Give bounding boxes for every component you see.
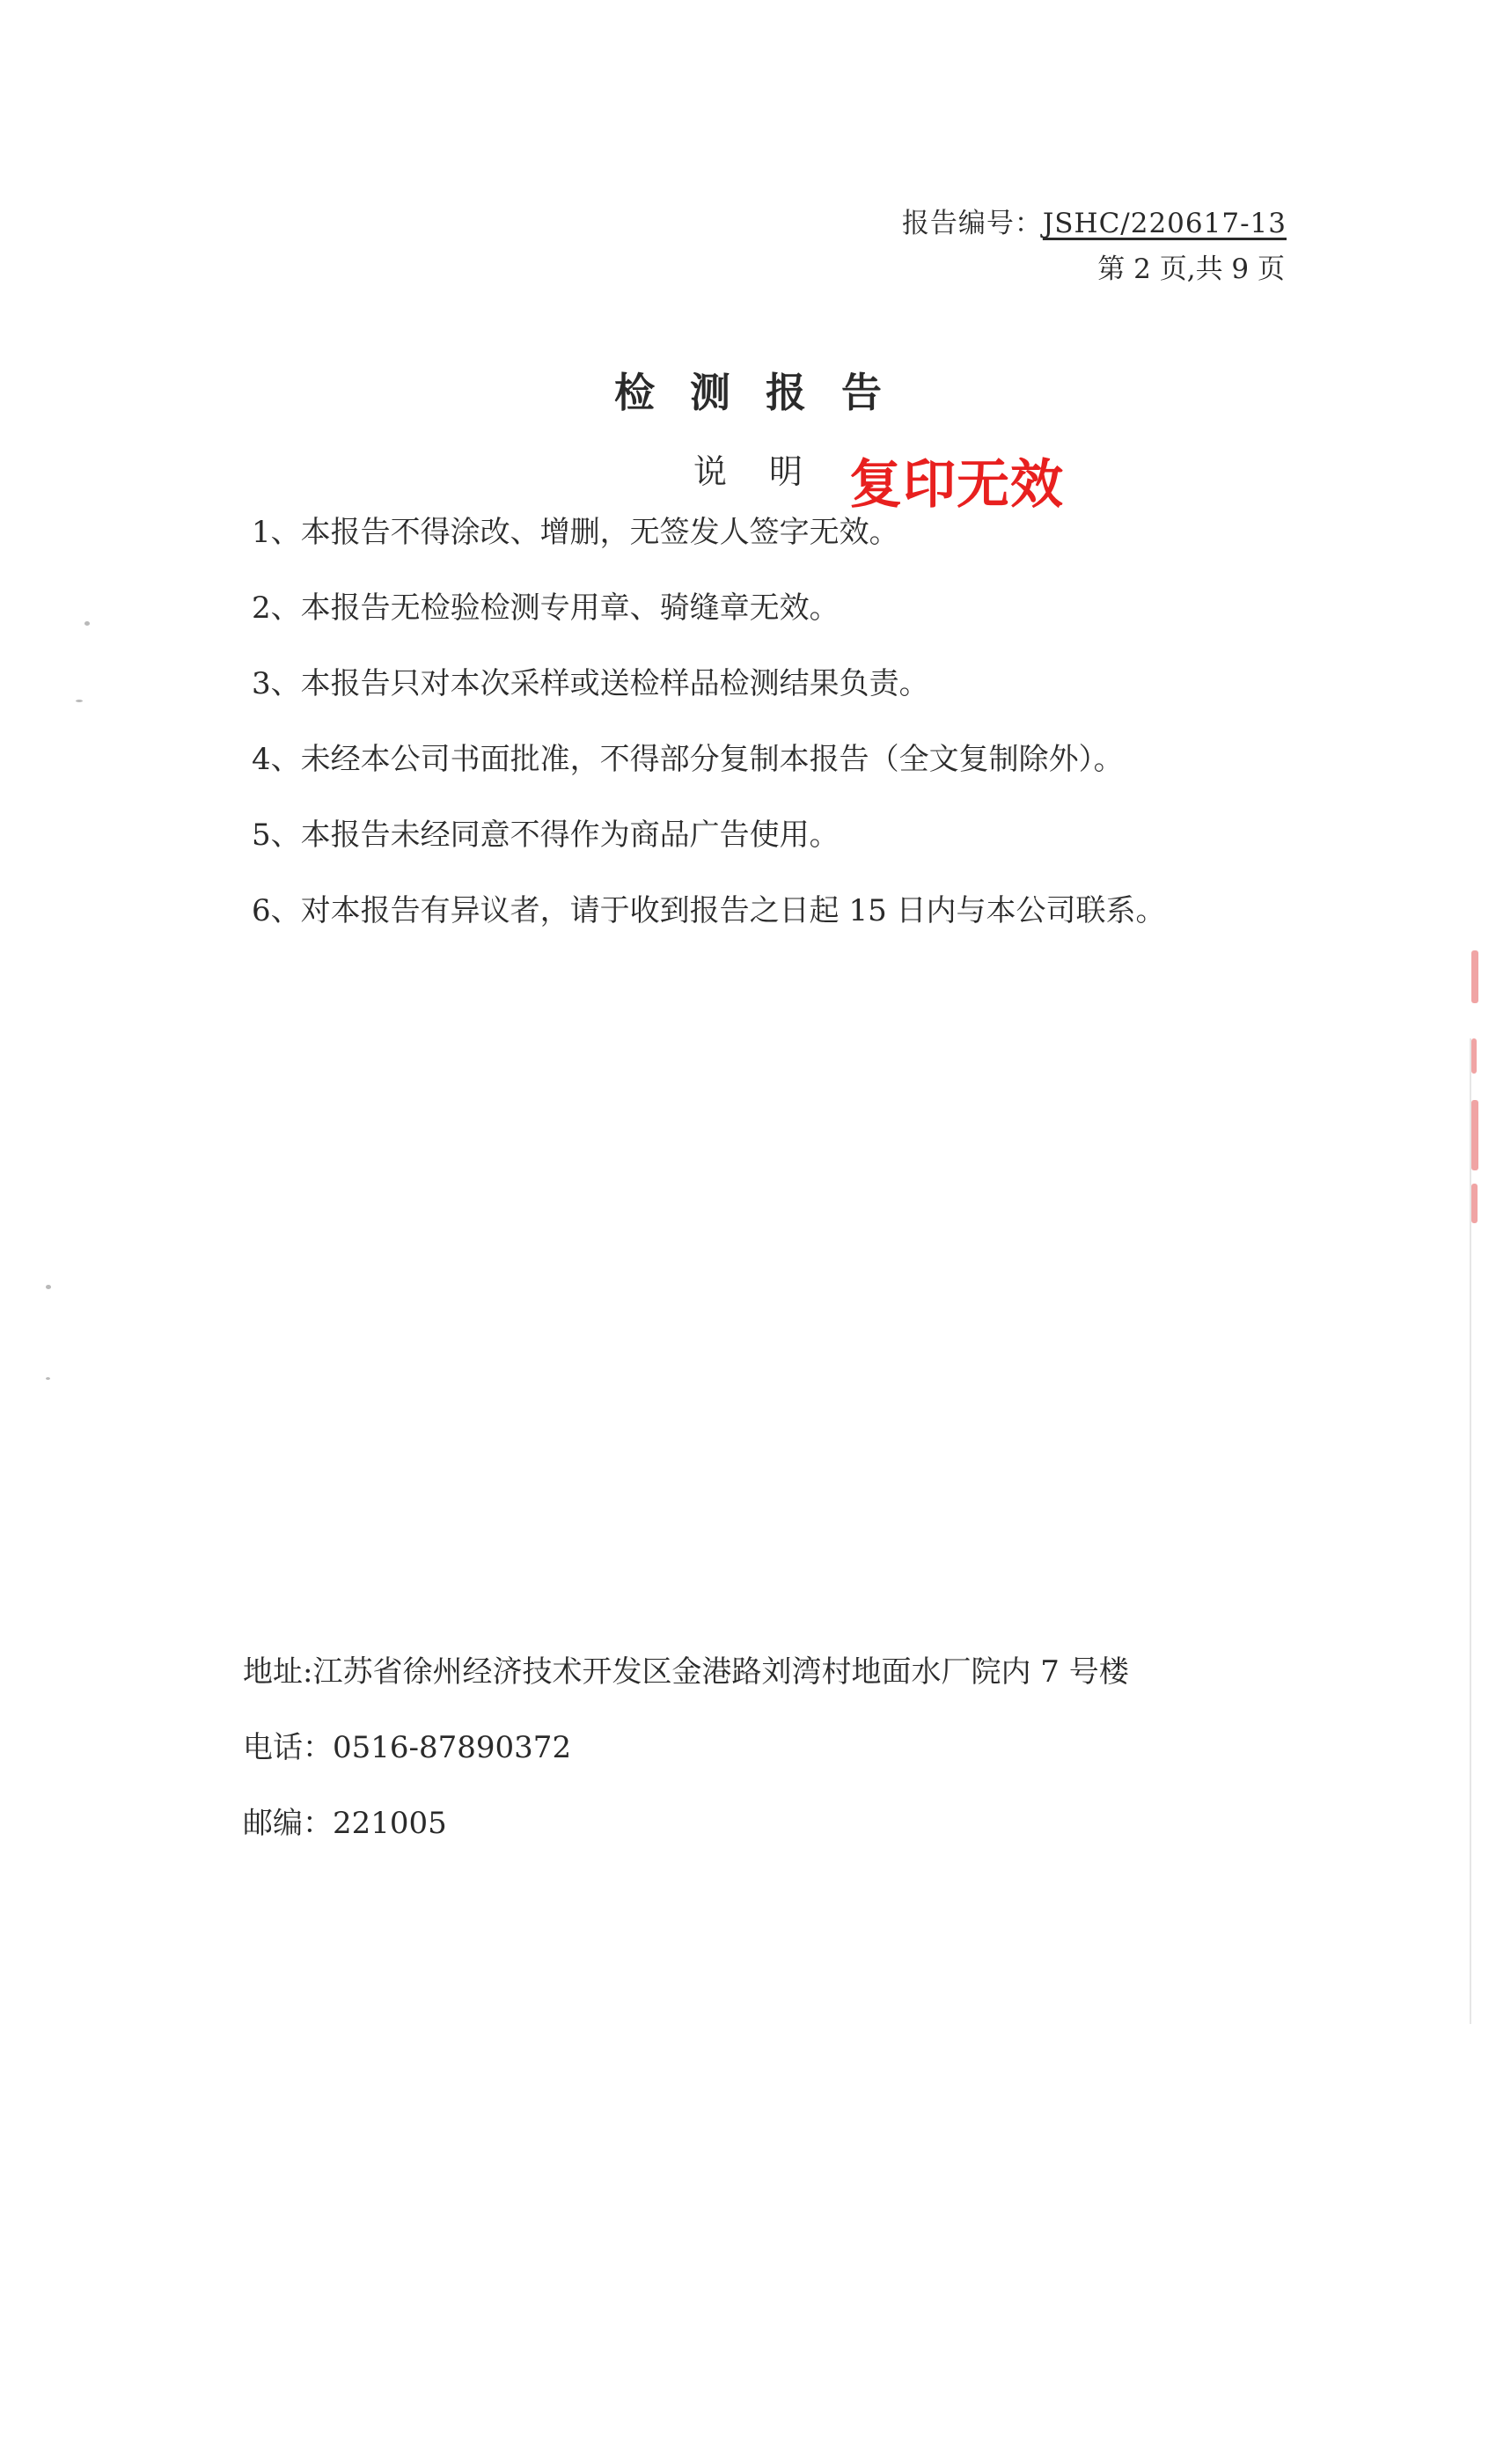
report-number: [902, 201, 1287, 240]
address-line: 地址:江苏省徐州经济技术开发区金港路刘湾村地面水厂院内 7 号楼: [243, 1654, 1129, 1690]
note-item: 4、未经本公司书面批准，不得部分复制本报告（全文复制除外）。: [252, 742, 1124, 777]
seal-edge-mark: [1471, 1100, 1478, 1170]
scan-artifact: [46, 1285, 51, 1289]
phone-line: 电话：0516-87890372: [243, 1730, 572, 1765]
note-item: 3、本报告只对本次采样或送检样品检测结果负责。: [252, 666, 929, 701]
document-title: 检测报告: [614, 369, 917, 416]
seal-edge-mark: [1471, 1038, 1477, 1074]
page-indicator: 第 2 页,共 9 页: [1097, 253, 1285, 285]
scan-artifact: [84, 621, 90, 626]
seal-edge-mark: [1471, 950, 1478, 1003]
scan-artifact: [76, 700, 83, 702]
section-subtitle: 说明: [693, 452, 846, 491]
seal-edge-mark: [1471, 1184, 1478, 1223]
report-number-label: 报告编号：: [901, 208, 1043, 239]
report-number-value: JSHC/220617-13: [1042, 208, 1287, 239]
note-item: 2、本报告无检验检测专用章、骑缝章无效。: [252, 590, 840, 626]
note-item: 6、对本报告有异议者，请于收到报告之日起 15 日内与本公司联系。: [252, 893, 1166, 928]
copy-invalid-stamp: 复印无效: [849, 454, 1064, 516]
scan-artifact: [46, 1377, 50, 1380]
postcode-line: 邮编：221005: [243, 1806, 447, 1841]
scan-edge-line: [1470, 1038, 1471, 2024]
note-item: 5、本报告未经同意不得作为商品广告使用。: [252, 818, 840, 853]
contact-block: [243, 1654, 1129, 1881]
notes-list: [252, 515, 1166, 969]
note-item: 1、本报告不得涂改、增删，无签发人签字无效。: [252, 515, 899, 550]
